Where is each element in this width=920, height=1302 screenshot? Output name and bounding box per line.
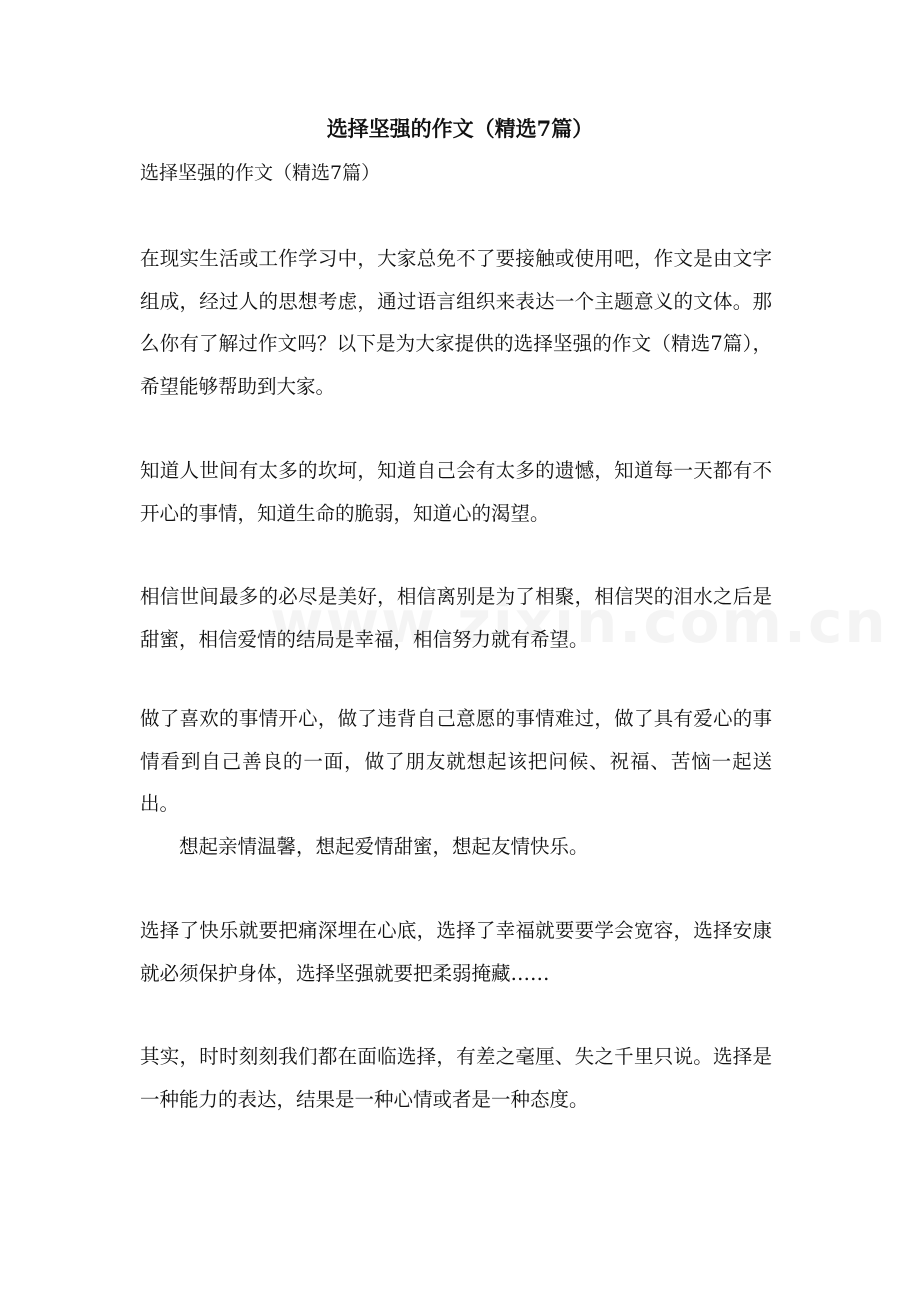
- paragraph-think: 想起亲情温馨，想起爱情甜蜜，想起友情快乐。: [140, 835, 589, 858]
- paragraph-actually: 其实，时时刻刻我们都在面临选择，有差之毫厘、失之千里只说。选择是一种能力的表达，结果是一种心情或者是一种态度。: [140, 1045, 772, 1111]
- paragraph-know: 知道人世间有太多的坎坷，知道自己会有太多的遗憾，知道每一天都有不开心的事情，知道生命的脆弱，知道心的渴望。: [140, 459, 772, 525]
- paragraph-do: 做了喜欢的事情开心，做了违背自己意愿的事情难过，做了具有爱心的事情看到自己善良的一面，做了朋友就想起该把问候、祝福、苦恼一起送出。: [140, 707, 772, 815]
- document-subtitle: 选择坚强的作文（精选7篇）: [140, 162, 381, 184]
- paragraph-choose: 选择了快乐就要把痛深埋在心底，选择了幸福就要要学会宽容，选择安康就必须保护身体，选择坚强就要把柔弱掩藏……: [140, 919, 772, 985]
- paragraph-believe: 相信世间最多的必尽是美好，相信离别是为了相聚，相信哭的泪水之后是甜蜜，相信爱情的结局是幸福，相信努力就有希望。: [140, 585, 772, 651]
- paragraph-intro: 在现实生活或工作学习中，大家总免不了要接触或使用吧，作文是由文字组成，经过人的思想考虑，通过语言组织来表达一个主题意义的文体。那么你有了解过作文吗？以下是为大家提供的选择坚强的作文（精选7篇），希望能够帮助到大家。: [140, 247, 772, 398]
- document-title: 选择坚强的作文（精选7篇）: [326, 116, 594, 141]
